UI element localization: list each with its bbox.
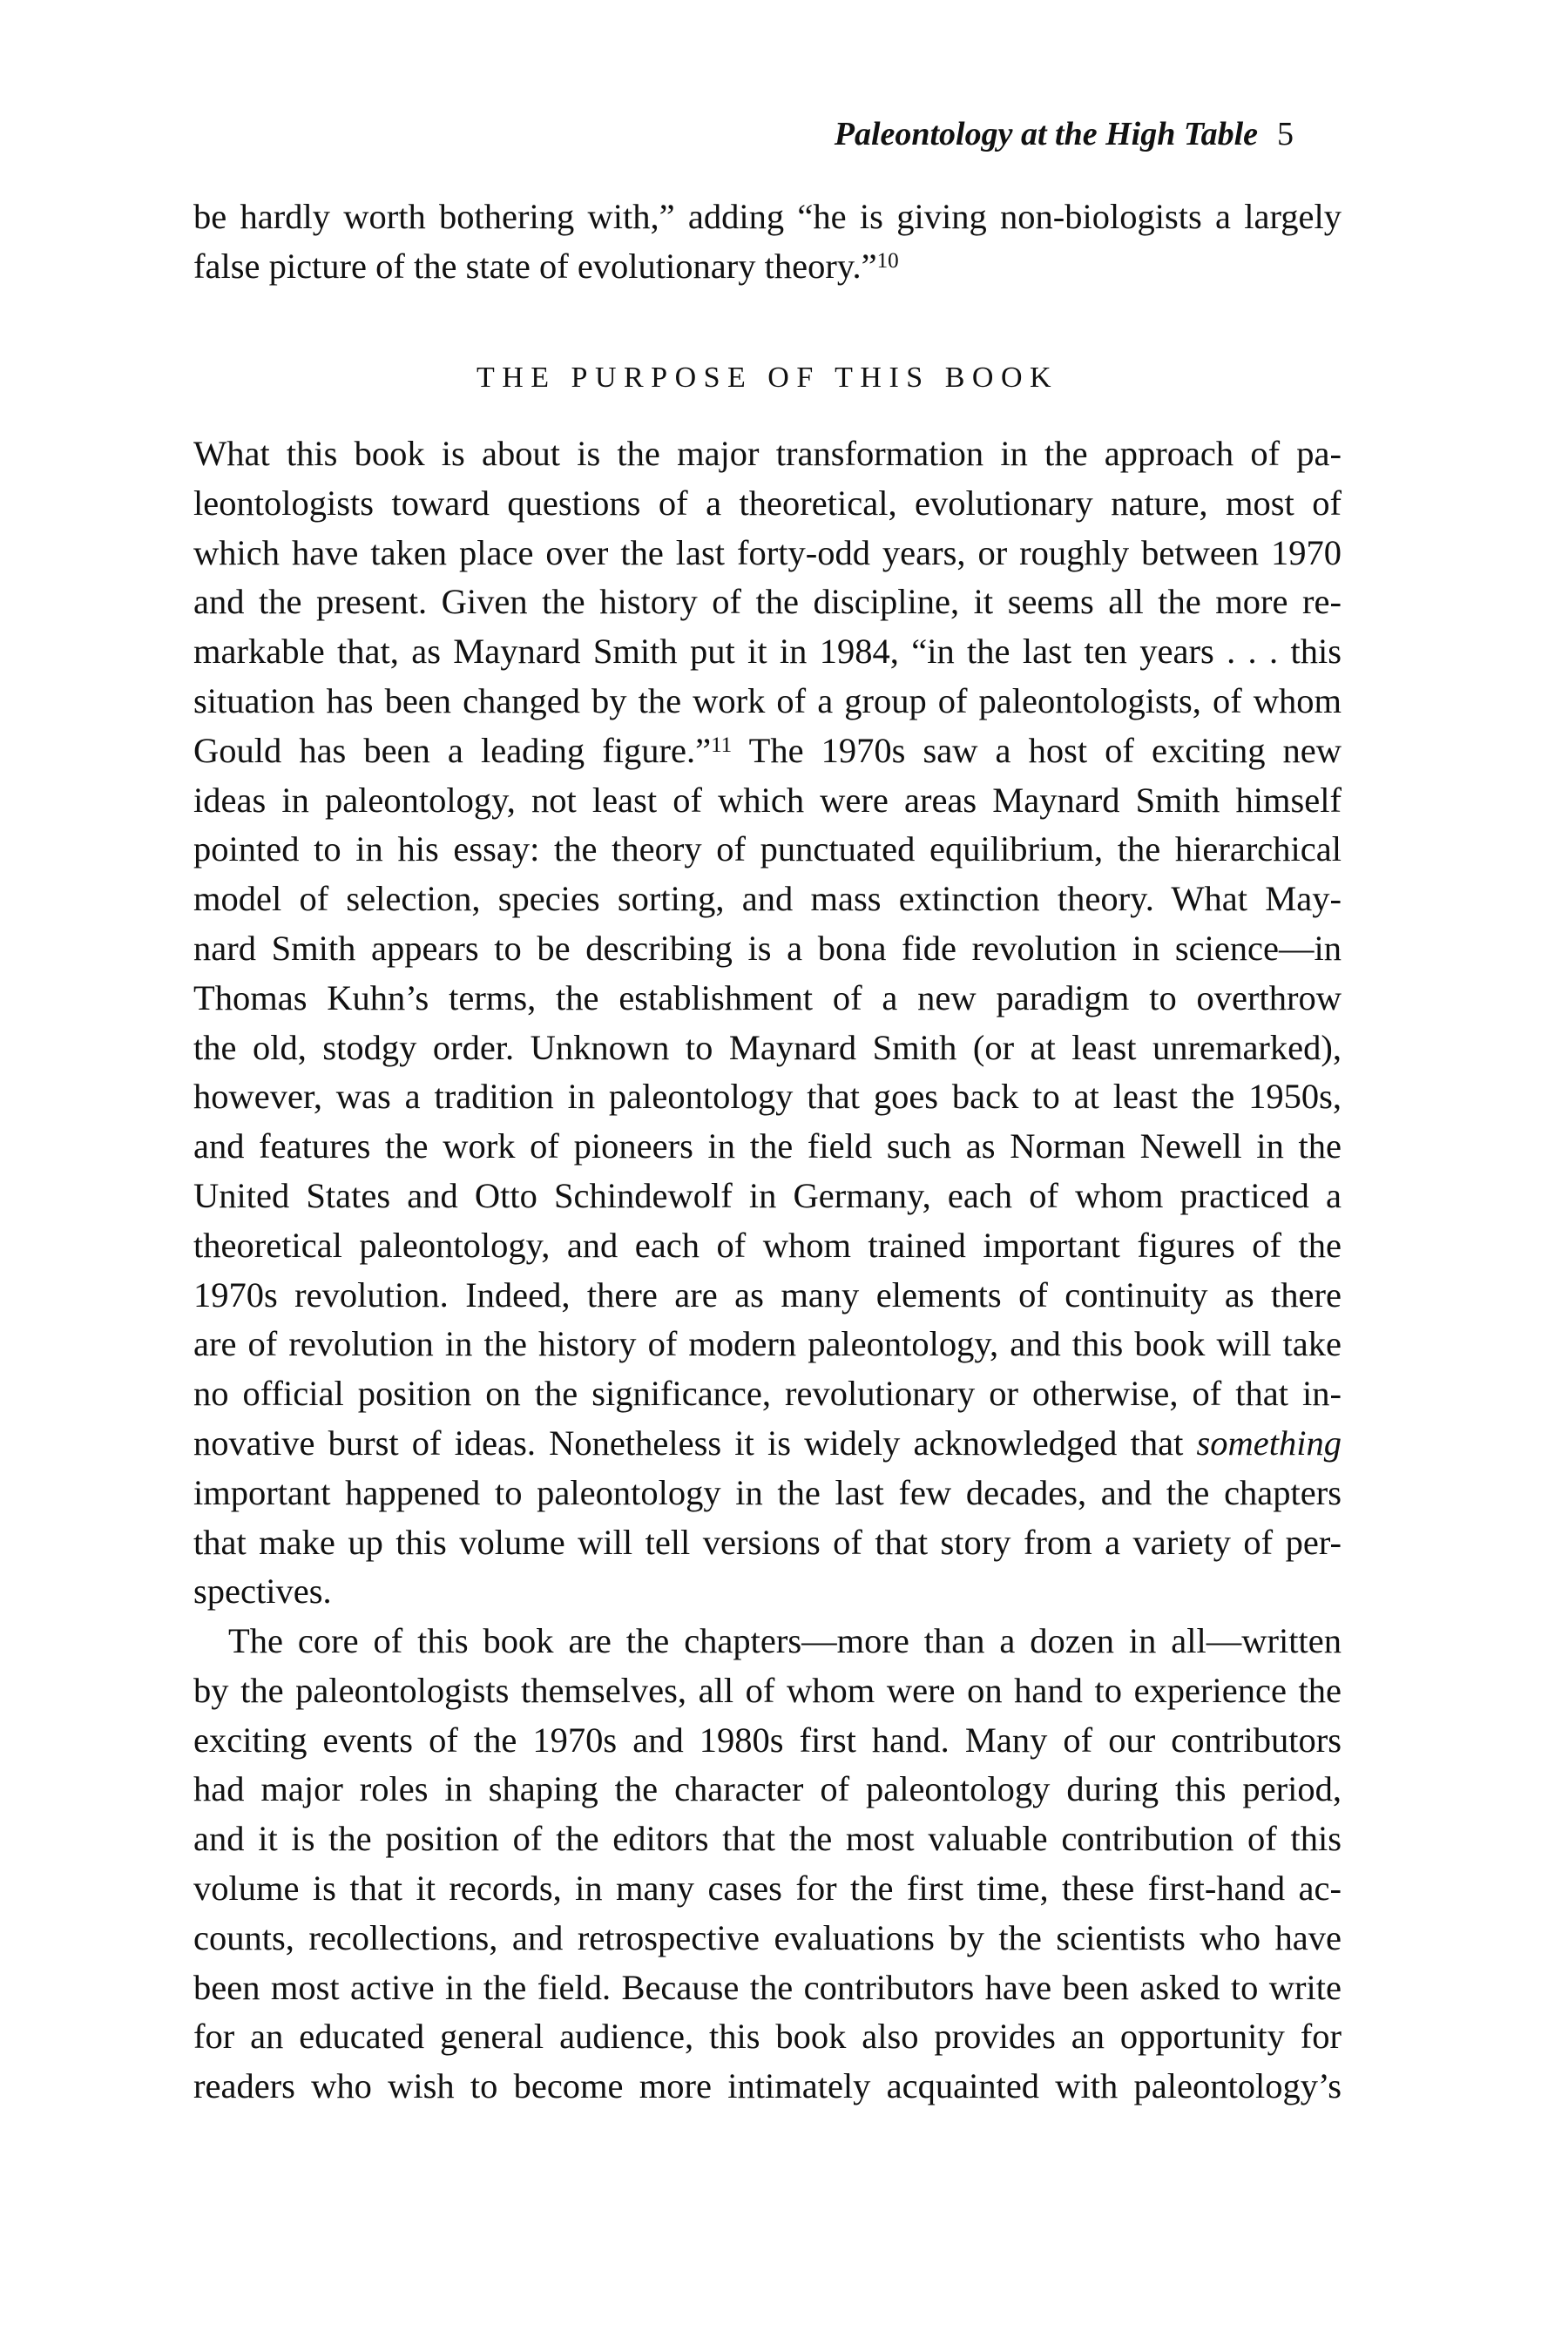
text-line: spectives. xyxy=(193,1571,332,1612)
text-line: theoretical paleontology, and each of whom trained important figures of the xyxy=(193,1225,1342,1265)
text-line: which have taken place over the last forty-odd years, or roughly between 1970 xyxy=(193,532,1342,572)
text-fragment: novative burst of ideas. Nonetheless it is widely acknowledged that xyxy=(193,1423,1197,1463)
text-line: Thomas Kuhn’s terms, the establishment of a new paradigm to overthrow xyxy=(193,977,1342,1017)
section-heading: THE PURPOSE OF THIS BOOK xyxy=(476,362,1059,394)
footnote-ref: 11 xyxy=(711,733,733,757)
text-fragment: Gould has been a leading figure.” xyxy=(193,730,712,770)
text-line: however, was a tradition in paleontology that goes back to at least the 1950s, xyxy=(193,1077,1342,1117)
text-line: volume is that it records, in many cases for the first time, these first-hand ac- xyxy=(193,1868,1342,1908)
text-fragment: false picture of the state of evolutionary theory.” xyxy=(193,246,877,286)
text-line: model of selection, species sorting, and mass extinction theory. What May- xyxy=(193,879,1342,919)
text-line: for an educated general audience, this book also provides an opportunity for xyxy=(193,2017,1342,2057)
emphasized-word: something xyxy=(1196,1423,1342,1463)
text-line: counts, recollections, and retrospective evaluations by the scientists who have xyxy=(193,1917,1342,1957)
text-line: that make up this volume will tell versions of that story from a variety of per- xyxy=(193,1522,1342,1562)
running-title: Paleontology at the High Table xyxy=(834,116,1258,152)
page-number: 5 xyxy=(1277,116,1294,152)
text-line xyxy=(193,242,1342,292)
text-line: the old, stodgy order. Unknown to Maynard Smith (or at least unremarked), xyxy=(193,1027,1342,1067)
text-line: ideas in paleontology, not least of which were areas Maynard Smith himself xyxy=(193,780,1342,820)
text-line: are of revolution in the history of modern paleontology, and this book will take xyxy=(193,1324,1342,1364)
text-line xyxy=(193,1419,1342,1469)
text-line: United States and Otto Schindewolf in Germany, each of whom practiced a xyxy=(193,1175,1342,1215)
text-line: exciting events of the 1970s and 1980s first hand. Many of our contributors xyxy=(193,1720,1342,1760)
body-paragraph-2 xyxy=(193,1617,1342,2112)
text-line: no official position on the significance, revolutionary or otherwise, of that in- xyxy=(193,1374,1342,1414)
text-line: important happened to paleontology in the last few decades, and the chapters xyxy=(193,1472,1342,1512)
text-line: and features the work of pioneers in the field such as Norman Newell in the xyxy=(193,1126,1342,1166)
text-line: and the present. Given the history of the discipline, it seems all the more re- xyxy=(193,582,1342,622)
text-line: pointed to in his essay: the theory of punctuated equilibrium, the hierarchical xyxy=(193,829,1342,869)
text-line: been most active in the field. Because the contributors have been asked to write xyxy=(193,1967,1342,2007)
text-line: 1970s revolution. Indeed, there are as many elements of continuity as there xyxy=(193,1274,1342,1315)
text-line: readers who wish to become more intimately acquainted with paleontology’s xyxy=(193,2066,1342,2106)
running-head xyxy=(835,113,1294,155)
body-paragraph-1 xyxy=(193,429,1342,1617)
text-line: leontologists toward questions of a theoretical, evolutionary nature, most of xyxy=(193,483,1342,523)
text-line: be hardly worth bothering with,” adding “he is giving non-biologists a largely xyxy=(193,197,1342,236)
text-line: had major roles in shaping the character of paleontology during this period, xyxy=(193,1769,1342,1809)
text-line: and it is the position of the editors that the most valuable contribution of this xyxy=(193,1819,1342,1859)
text-line: nard Smith appears to be describing is a bona fide revolution in science—in xyxy=(193,928,1342,968)
footnote-ref: 10 xyxy=(876,248,899,273)
text-line xyxy=(193,727,1342,776)
text-line: The core of this book are the chapters—more than a dozen in all—written xyxy=(228,1621,1342,1660)
text-line: situation has been changed by the work of a group of paleontologists, of whom xyxy=(193,680,1342,720)
text-fragment: The 1970s saw a host of exciting new xyxy=(732,730,1342,770)
text-line: by the paleontologists themselves, all of whom were on hand to experience the xyxy=(193,1670,1342,1710)
text-line: markable that, as Maynard Smith put it in 1984, “in the last ten years . . . this xyxy=(193,632,1342,672)
opening-paragraph xyxy=(193,193,1342,292)
text-line: What this book is about is the major transformation in the approach of pa- xyxy=(193,434,1342,473)
